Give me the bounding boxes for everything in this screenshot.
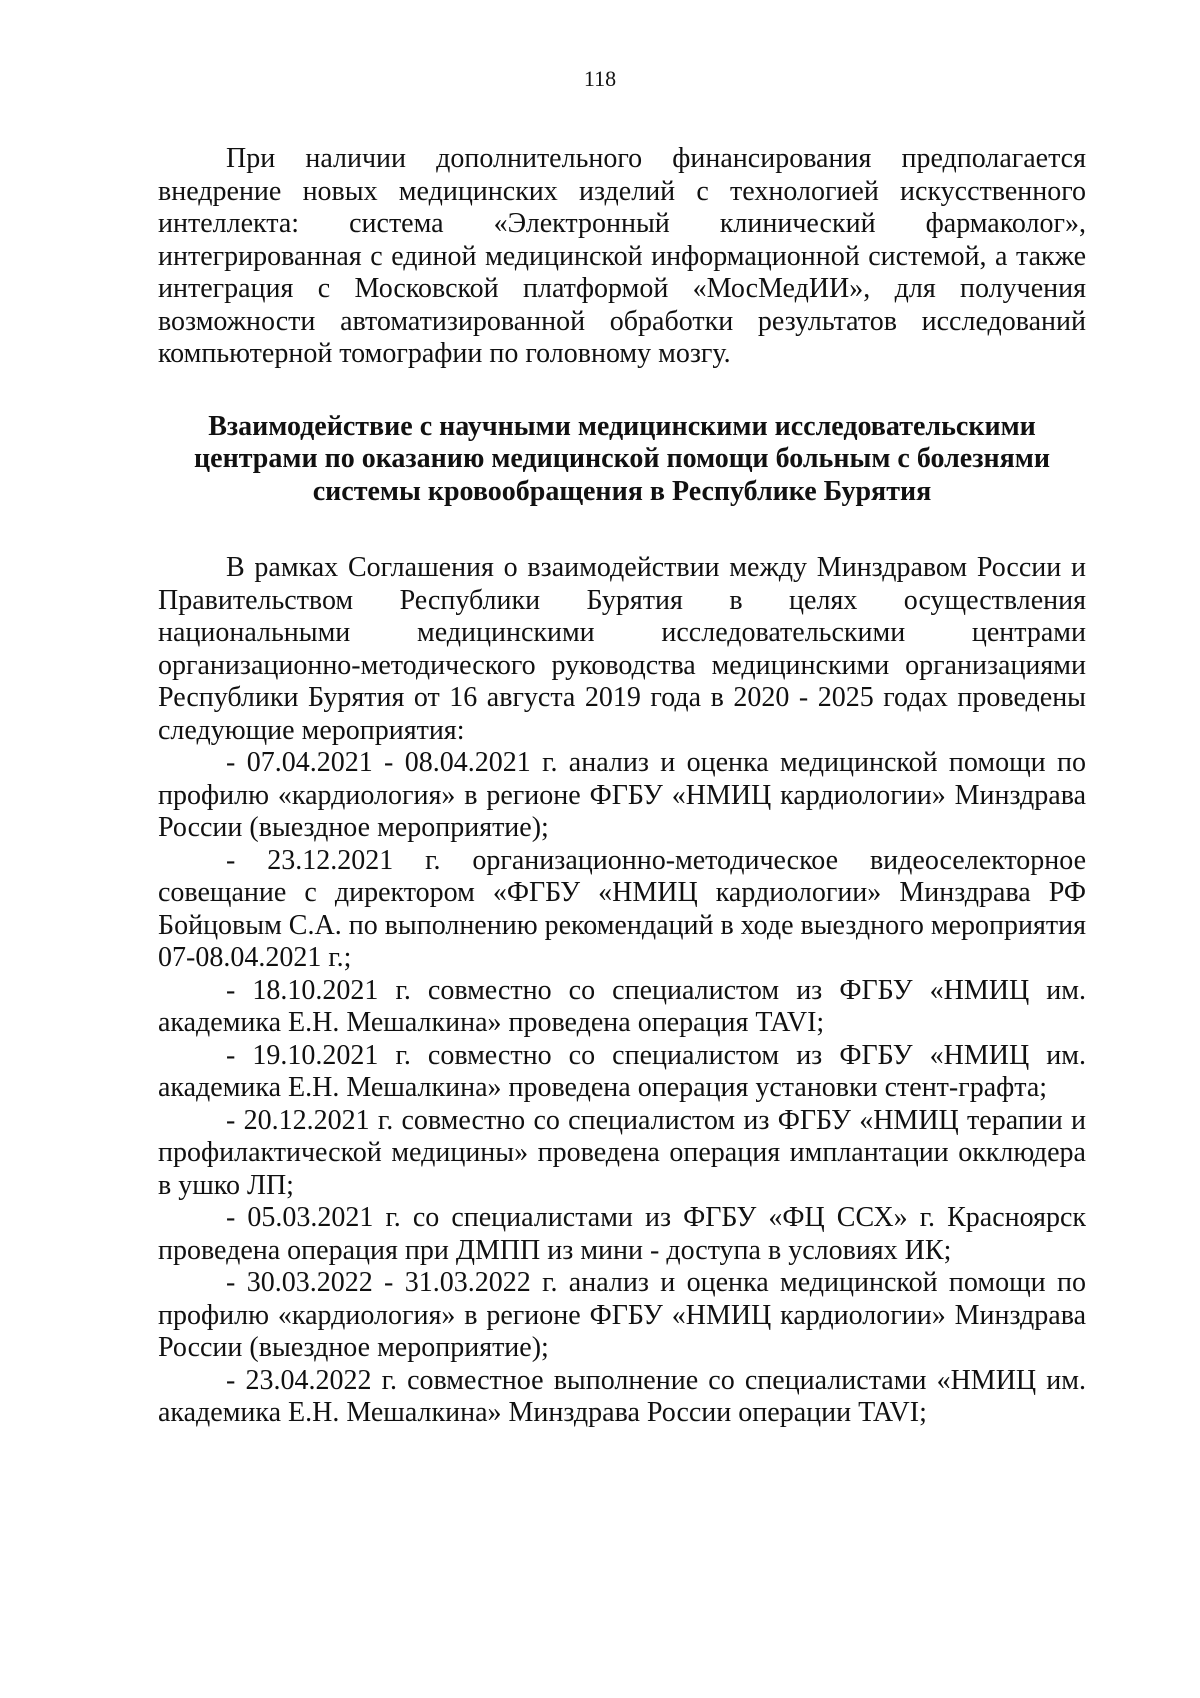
body-paragraph: В рамках Соглашения о взаимодействии между Минздравом России и Правительством Республики Бурятия в целях осуществления национальными медицинскими исследовательскими центрами организационно-методического руководства медицинскими организациями Республики Бурятия от 16 августа 2019 года в 2020 - 2025 годах проведены следующие мероприятия:	[158, 552, 1086, 746]
list-item-event-2: - 23.12.2021 г. организационно-методическое видеоселекторное совещание с директором «ФГБУ «НМИЦ кардиологии» Минздрава РФ Бойцовым С.А. по выполнению рекомендаций в ходе выездного мероприятия 07-08.04.2021 г.;	[158, 844, 1086, 973]
page-number: 118	[583, 66, 617, 91]
list-item-event-6: - 05.03.2021 г. со специалистами из ФГБУ «ФЦ ССХ» г. Красноярск проведена операция при ДМПП из мини - доступа в условиях ИК;	[158, 1202, 1086, 1266]
list-item-event-8: - 23.04.2022 г. совместное выполнение со специалистами «НМИЦ им. академика Е.Н. Мешалкина» Минздрава России операции TAVI;	[158, 1364, 1086, 1428]
document-body	[158, 143, 1086, 1430]
section-heading-line-2: центрами по оказанию медицинской помощи больным с болезнями	[194, 443, 1050, 474]
list-item-event-5: - 20.12.2021 г. совместно со специалистом из ФГБУ «НМИЦ терапии и профилактической медицины» проведена операция имплантации окклюдера в ушко ЛП;	[158, 1104, 1086, 1201]
list-item-event-7: - 30.03.2022 - 31.03.2022 г. анализ и оценка медицинской помощи по профилю «кардиология» в регионе ФГБУ «НМИЦ кардиологии» Минздрава России (выездное мероприятие);	[158, 1267, 1086, 1363]
list-item-event-1: - 07.04.2021 - 08.04.2021 г. анализ и оценка медицинской помощи по профилю «кардиология» в регионе ФГБУ «НМИЦ кардиологии» Минздрава России (выездное мероприятие);	[158, 747, 1086, 843]
events-list	[158, 747, 1086, 1430]
list-item-event-4: - 19.10.2021 г. совместно со специалистом из ФГБУ «НМИЦ им. академика Е.Н. Мешалкина» проведена операция установки стент-графта;	[158, 1039, 1086, 1103]
section-heading	[158, 411, 1086, 509]
section-heading-line-1: Взаимодействие с научными медицинскими исследовательскими	[208, 410, 1036, 442]
section-heading-line-3: системы кровообращения в Республике Бурятия	[312, 475, 932, 507]
intro-paragraph: При наличии дополнительного финансирования предполагается внедрение новых медицинских изделий с технологией искусственного интеллекта: система «Электронный клинический фармаколог», интегрированная с единой медицинской информационной системой, а также интеграция с Московской платформой «МосМедИИ», для получения возможности автоматизированной обработки результатов исследований компьютерной томографии по головному мозгу.	[158, 143, 1086, 369]
list-item-event-3: - 18.10.2021 г. совместно со специалистом из ФГБУ «НМИЦ им. академика Е.Н. Мешалкина» проведена операция TAVI;	[158, 974, 1086, 1038]
